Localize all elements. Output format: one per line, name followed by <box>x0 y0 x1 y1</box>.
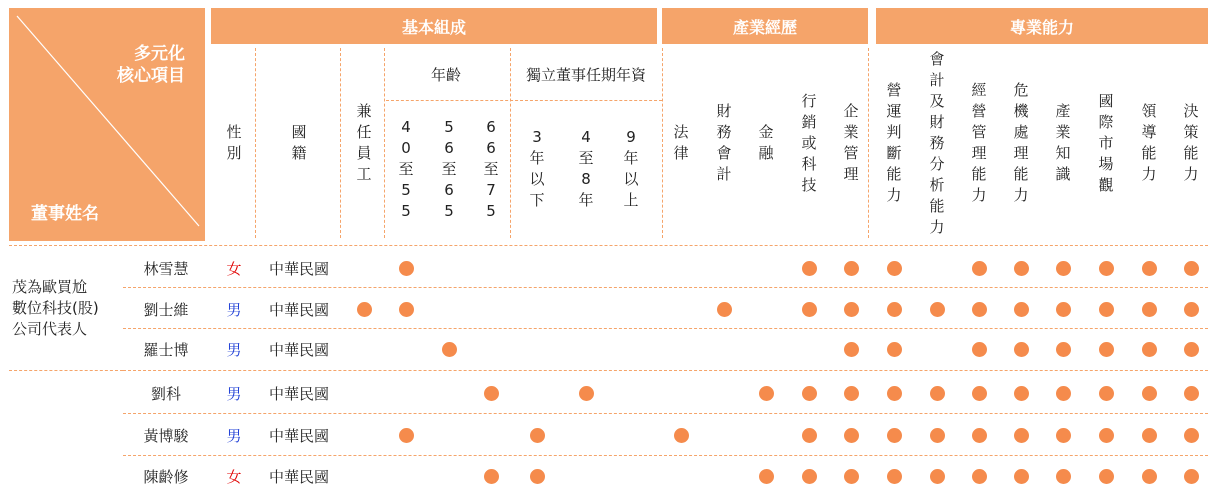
dot-ab1 <box>887 342 902 357</box>
column-header-ab3 <box>963 48 995 238</box>
column-header-gender <box>218 48 250 238</box>
group-basic: 基本組成 <box>211 8 657 44</box>
dot-ab5 <box>1056 469 1071 484</box>
column-header-ab7 <box>1133 48 1165 238</box>
column-header-label: 會計及財務分析能力 <box>929 49 945 236</box>
column-header-age1 <box>390 100 422 238</box>
dot-ab6 <box>1099 261 1114 276</box>
dot-ab4 <box>1014 386 1029 401</box>
dot-ab7 <box>1142 428 1157 443</box>
column-header-employee <box>348 48 380 238</box>
dot-ab8 <box>1184 342 1199 357</box>
column-header-ten1 <box>521 100 553 238</box>
header-divider <box>384 48 385 238</box>
column-header-label: 產業知識 <box>1055 102 1071 183</box>
group-industry: 產業經歷 <box>662 8 868 44</box>
dot-marketing <box>802 428 817 443</box>
column-header-marketing <box>793 48 825 238</box>
gender-value: 男 <box>226 341 242 359</box>
column-header-label: 危機處理能力 <box>1013 81 1029 204</box>
dot-ab8 <box>1184 428 1199 443</box>
dot-ab2 <box>930 428 945 443</box>
dot-ab4 <box>1014 261 1029 276</box>
dot-law <box>674 428 689 443</box>
dot-banking <box>759 386 774 401</box>
dot-ab6 <box>1099 342 1114 357</box>
dot-age1 <box>399 302 414 317</box>
dot-ab5 <box>1056 342 1071 357</box>
dot-ab8 <box>1184 386 1199 401</box>
column-header-nationality <box>283 48 315 238</box>
column-header-label: 經營管理能力 <box>971 81 987 204</box>
dot-ab6 <box>1099 386 1114 401</box>
dot-ab1 <box>887 261 902 276</box>
row-divider <box>123 287 1208 288</box>
column-header-law <box>665 48 697 238</box>
row-divider <box>123 370 1208 371</box>
column-header-label: 金融 <box>758 123 774 162</box>
column-header-age2 <box>433 100 465 238</box>
dot-ab2 <box>930 386 945 401</box>
header-divider <box>868 48 869 238</box>
dot-ab7 <box>1142 386 1157 401</box>
dot-ab4 <box>1014 428 1029 443</box>
column-header-ab6 <box>1090 48 1122 238</box>
dot-ab4 <box>1014 469 1029 484</box>
director-name: 黃博駿 <box>143 427 189 445</box>
column-header-label: 決策能力 <box>1183 102 1199 183</box>
dot-ab1 <box>887 428 902 443</box>
column-header-label: 兼任員工 <box>356 102 372 183</box>
director-name: 劉科 <box>150 385 181 403</box>
column-header-ab4 <box>1005 48 1037 238</box>
column-header-label: 領導能力 <box>1141 102 1157 183</box>
group-divider <box>9 370 123 371</box>
dot-ab6 <box>1099 428 1114 443</box>
dot-ab1 <box>887 469 902 484</box>
dot-ab7 <box>1142 342 1157 357</box>
dot-ab4 <box>1014 342 1029 357</box>
subgroup-tenure: 獨立董事任期年資 <box>525 66 646 84</box>
gender-value: 男 <box>226 427 242 445</box>
dot-ab3 <box>972 386 987 401</box>
dot-banking <box>759 469 774 484</box>
column-header-label: 56至65 <box>441 117 457 220</box>
column-header-ab2 <box>921 48 953 238</box>
row-divider <box>123 455 1208 456</box>
dot-ab4 <box>1014 302 1029 317</box>
dot-management <box>844 386 859 401</box>
column-header-label: 財務會計 <box>716 102 732 183</box>
dot-finance <box>717 302 732 317</box>
column-header-label: 性別 <box>226 123 242 162</box>
dot-employee <box>357 302 372 317</box>
column-header-label: 40至55 <box>398 117 414 220</box>
column-header-ten3 <box>615 100 647 238</box>
dot-ab2 <box>930 302 945 317</box>
dot-ab8 <box>1184 469 1199 484</box>
dot-marketing <box>802 302 817 317</box>
column-header-ab1 <box>878 48 910 238</box>
column-header-label: 國籍 <box>291 123 307 162</box>
dot-marketing <box>802 261 817 276</box>
dot-ab5 <box>1056 302 1071 317</box>
column-header-ab5 <box>1047 48 1079 238</box>
dot-ten2 <box>579 386 594 401</box>
company-representative-label: 茂為歐買尬 數位科技(股) 公司代表人 <box>12 278 99 338</box>
dot-ab3 <box>972 261 987 276</box>
dot-ten1 <box>530 428 545 443</box>
column-header-ab8 <box>1175 48 1207 238</box>
header-divider <box>255 48 256 238</box>
nationality-value: 中華民國 <box>268 427 329 445</box>
director-name: 陳齡修 <box>143 468 189 486</box>
row-divider <box>123 328 1208 329</box>
dot-ab1 <box>887 386 902 401</box>
dot-ab5 <box>1056 261 1071 276</box>
nationality-value: 中華民國 <box>268 301 329 319</box>
header-divider <box>340 48 341 238</box>
column-header-label: 4至8年 <box>578 128 594 209</box>
dot-ab7 <box>1142 261 1157 276</box>
dot-management <box>844 428 859 443</box>
header-body-divider <box>9 245 1208 246</box>
column-header-age3 <box>475 100 507 238</box>
director-name: 林雪慧 <box>143 260 189 278</box>
corner-header <box>9 8 205 241</box>
dot-ab7 <box>1142 302 1157 317</box>
dot-management <box>844 302 859 317</box>
dot-marketing <box>802 386 817 401</box>
dot-management <box>844 342 859 357</box>
dot-ab5 <box>1056 428 1071 443</box>
gender-value: 男 <box>226 301 242 319</box>
dot-ab3 <box>972 302 987 317</box>
subgroup-age: 年齡 <box>430 66 461 84</box>
dot-ab7 <box>1142 469 1157 484</box>
diversity-items-label: 多元化 核心項目 <box>117 44 185 86</box>
column-header-label: 9年以上 <box>623 128 639 209</box>
nationality-value: 中華民國 <box>268 468 329 486</box>
director-name: 羅士博 <box>143 341 189 359</box>
dot-ab6 <box>1099 302 1114 317</box>
dot-marketing <box>802 469 817 484</box>
dot-ab8 <box>1184 302 1199 317</box>
nationality-value: 中華民國 <box>268 341 329 359</box>
column-header-label: 企業管理 <box>843 102 859 183</box>
dot-age2 <box>442 342 457 357</box>
dot-age3 <box>484 469 499 484</box>
group-ability: 專業能力 <box>876 8 1208 44</box>
nationality-value: 中華民國 <box>268 260 329 278</box>
dot-management <box>844 469 859 484</box>
column-header-banking <box>750 48 782 238</box>
gender-value: 女 <box>226 468 242 486</box>
dot-ab6 <box>1099 469 1114 484</box>
header-divider <box>510 48 511 238</box>
dot-ten1 <box>530 469 545 484</box>
director-name-label: 董事姓名 <box>31 204 99 224</box>
dot-ab3 <box>972 428 987 443</box>
gender-value: 男 <box>226 385 242 403</box>
dot-age1 <box>399 428 414 443</box>
column-header-label: 國際市場觀 <box>1098 91 1114 194</box>
dot-management <box>844 261 859 276</box>
column-header-label: 營運判斷能力 <box>886 81 902 204</box>
column-header-management <box>835 48 867 238</box>
column-header-finance <box>708 48 740 238</box>
column-header-label: 行銷或科技 <box>801 91 817 194</box>
dot-ab3 <box>972 342 987 357</box>
nationality-value: 中華民國 <box>268 385 329 403</box>
dot-age3 <box>484 386 499 401</box>
column-header-label: 3年以下 <box>529 128 545 209</box>
director-name: 劉士維 <box>143 301 189 319</box>
column-header-label: 法律 <box>673 123 689 162</box>
dot-age1 <box>399 261 414 276</box>
column-header-ten2 <box>570 100 602 238</box>
dot-ab5 <box>1056 386 1071 401</box>
dot-ab2 <box>930 469 945 484</box>
column-header-label: 66至75 <box>483 117 499 220</box>
gender-value: 女 <box>226 260 242 278</box>
dot-ab8 <box>1184 261 1199 276</box>
row-divider <box>123 413 1208 414</box>
dot-ab3 <box>972 469 987 484</box>
dot-ab1 <box>887 302 902 317</box>
header-divider <box>662 48 663 238</box>
